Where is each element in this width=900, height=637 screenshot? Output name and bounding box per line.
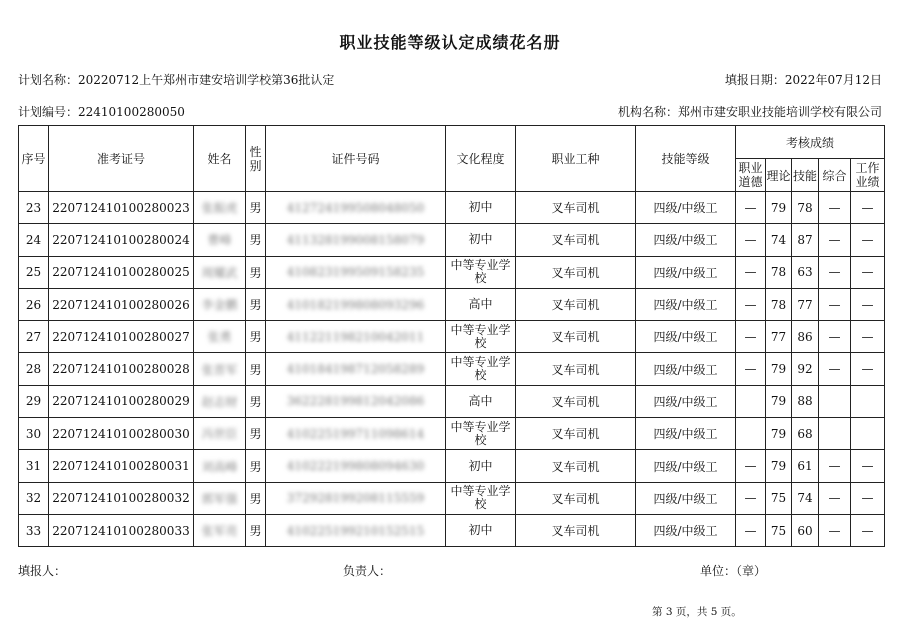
cell-ethics: — xyxy=(736,256,766,288)
header-ethics: 职业道德 xyxy=(736,159,766,192)
cell-work-performance: — xyxy=(851,288,885,320)
cell-ethics: — xyxy=(736,321,766,353)
table-row xyxy=(19,385,885,417)
cell-name: 张振虎 xyxy=(194,192,246,224)
cell-education: 初中 xyxy=(446,514,516,546)
cell-occupation: 叉车司机 xyxy=(516,288,636,320)
cell-exam-no: 220712410100280025 xyxy=(49,256,194,288)
cell-gender: 男 xyxy=(246,321,266,353)
cell-exam-no: 220712410100280030 xyxy=(49,418,194,450)
cell-ethics: — xyxy=(736,224,766,256)
cell-seq: 24 xyxy=(19,224,49,256)
cell-id-no: 410823199509158235 xyxy=(266,256,446,288)
header-gender: 性别 xyxy=(246,126,266,192)
cell-exam-no: 220712410100280027 xyxy=(49,321,194,353)
cell-comprehensive xyxy=(819,385,851,417)
cell-theory: 74 xyxy=(766,224,792,256)
page-number: 第 3 页，共 5 页。 xyxy=(652,606,742,618)
cell-comprehensive: — xyxy=(819,288,851,320)
cell-skill: 88 xyxy=(792,385,819,417)
cell-occupation: 叉车司机 xyxy=(516,450,636,482)
cell-name: 张军亮 xyxy=(194,514,246,546)
cell-id-no: 410225199210152515 xyxy=(266,514,446,546)
cell-ethics xyxy=(736,418,766,450)
cell-gender: 男 xyxy=(246,450,266,482)
cell-level: 四级/中级工 xyxy=(636,385,736,417)
cell-name: 张勇 xyxy=(194,321,246,353)
cell-education: 中等专业学校 xyxy=(446,482,516,514)
cell-skill: 92 xyxy=(792,353,819,385)
cell-skill: 78 xyxy=(792,192,819,224)
table-row xyxy=(19,514,885,546)
cell-seq: 31 xyxy=(19,450,49,482)
cell-ethics: — xyxy=(736,514,766,546)
cell-skill: 77 xyxy=(792,288,819,320)
cell-skill: 61 xyxy=(792,450,819,482)
header-exam-no: 准考证号 xyxy=(49,126,194,192)
cell-exam-no: 220712410100280029 xyxy=(49,385,194,417)
cell-name: 周耀武 xyxy=(194,256,246,288)
cell-gender: 男 xyxy=(246,288,266,320)
cell-level: 四级/中级工 xyxy=(636,418,736,450)
header-id-no: 证件号码 xyxy=(266,126,446,192)
cell-education: 中等专业学校 xyxy=(446,418,516,450)
table-row xyxy=(19,288,885,320)
cell-occupation: 叉车司机 xyxy=(516,482,636,514)
cell-gender: 男 xyxy=(246,418,266,450)
cell-exam-no: 220712410100280023 xyxy=(49,192,194,224)
cell-gender: 男 xyxy=(246,192,266,224)
cell-comprehensive: — xyxy=(819,482,851,514)
cell-level: 四级/中级工 xyxy=(636,514,736,546)
cell-work-performance: — xyxy=(851,192,885,224)
cell-work-performance: — xyxy=(851,321,885,353)
cell-level: 四级/中级工 xyxy=(636,450,736,482)
cell-name: 郭军强 xyxy=(194,482,246,514)
cell-ethics xyxy=(736,385,766,417)
cell-exam-no: 220712410100280028 xyxy=(49,353,194,385)
cell-level: 四级/中级工 xyxy=(636,321,736,353)
filler-label: 填报人： xyxy=(18,564,67,578)
cell-id-no: 411328199008158079 xyxy=(266,224,446,256)
cell-exam-no: 220712410100280032 xyxy=(49,482,194,514)
cell-seq: 26 xyxy=(19,288,49,320)
header-level: 技能等级 xyxy=(636,126,736,192)
cell-skill: 74 xyxy=(792,482,819,514)
table-row xyxy=(19,418,885,450)
cell-work-performance: — xyxy=(851,482,885,514)
cell-id-no: 410222199808094630 xyxy=(266,450,446,482)
header-education: 文化程度 xyxy=(446,126,516,192)
cell-education: 中等专业学校 xyxy=(446,353,516,385)
fill-date: 填报日期：2022年07月12日 xyxy=(724,73,882,87)
cell-education: 高中 xyxy=(446,288,516,320)
header-skill: 技能 xyxy=(792,159,819,192)
table-row xyxy=(19,256,885,288)
header-work-performance: 工作业绩 xyxy=(851,159,885,192)
cell-skill: 63 xyxy=(792,256,819,288)
plan-number: 计划编号：22410100280050 xyxy=(18,105,185,119)
header-occupation: 职业工种 xyxy=(516,126,636,192)
cell-name: 赵志财 xyxy=(194,385,246,417)
cell-seq: 23 xyxy=(19,192,49,224)
cell-name: 张晋军 xyxy=(194,353,246,385)
cell-occupation: 叉车司机 xyxy=(516,418,636,450)
table-row xyxy=(19,321,885,353)
cell-work-performance xyxy=(851,418,885,450)
cell-name: 曹峰 xyxy=(194,224,246,256)
organization-name: 机构名称：郑州市建安职业技能培训学校有限公司 xyxy=(617,105,882,119)
cell-occupation: 叉车司机 xyxy=(516,353,636,385)
cell-id-no: 410225199711098614 xyxy=(266,418,446,450)
cell-theory: 79 xyxy=(766,192,792,224)
cell-ethics: — xyxy=(736,192,766,224)
cell-comprehensive: — xyxy=(819,514,851,546)
cell-work-performance: — xyxy=(851,224,885,256)
header-scores: 考核成绩 xyxy=(736,126,885,159)
cell-level: 四级/中级工 xyxy=(636,353,736,385)
cell-occupation: 叉车司机 xyxy=(516,192,636,224)
cell-theory: 78 xyxy=(766,256,792,288)
cell-skill: 86 xyxy=(792,321,819,353)
cell-gender: 男 xyxy=(246,482,266,514)
cell-comprehensive: — xyxy=(819,224,851,256)
cell-level: 四级/中级工 xyxy=(636,224,736,256)
cell-seq: 30 xyxy=(19,418,49,450)
cell-occupation: 叉车司机 xyxy=(516,224,636,256)
table-row xyxy=(19,353,885,385)
cell-education: 初中 xyxy=(446,450,516,482)
cell-ethics: — xyxy=(736,482,766,514)
header-theory: 理论 xyxy=(766,159,792,192)
cell-seq: 27 xyxy=(19,321,49,353)
cell-gender: 男 xyxy=(246,256,266,288)
cell-theory: 79 xyxy=(766,353,792,385)
header-seq: 序号 xyxy=(19,126,49,192)
cell-seq: 25 xyxy=(19,256,49,288)
cell-seq: 32 xyxy=(19,482,49,514)
cell-comprehensive: — xyxy=(819,321,851,353)
cell-seq: 28 xyxy=(19,353,49,385)
cell-comprehensive: — xyxy=(819,192,851,224)
cell-comprehensive xyxy=(819,418,851,450)
cell-occupation: 叉车司机 xyxy=(516,321,636,353)
cell-seq: 29 xyxy=(19,385,49,417)
unit-label: 单位：（章） xyxy=(700,564,767,578)
cell-education: 初中 xyxy=(446,224,516,256)
table-row xyxy=(19,192,885,224)
cell-occupation: 叉车司机 xyxy=(516,514,636,546)
cell-level: 四级/中级工 xyxy=(636,482,736,514)
header-comprehensive: 综合 xyxy=(819,159,851,192)
cell-theory: 78 xyxy=(766,288,792,320)
cell-ethics: — xyxy=(736,450,766,482)
cell-id-no: 362228199812042086 xyxy=(266,385,446,417)
cell-exam-no: 220712410100280026 xyxy=(49,288,194,320)
cell-gender: 男 xyxy=(246,514,266,546)
plan-name: 计划名称：20220712上午郑州市建安培训学校第36批认定 xyxy=(18,73,335,87)
cell-level: 四级/中级工 xyxy=(636,192,736,224)
cell-exam-no: 220712410100280033 xyxy=(49,514,194,546)
responsible-label: 负责人： xyxy=(343,564,392,578)
cell-theory: 79 xyxy=(766,450,792,482)
score-table xyxy=(18,125,885,547)
cell-id-no: 372928199208115559 xyxy=(266,482,446,514)
cell-exam-no: 220712410100280024 xyxy=(49,224,194,256)
cell-education: 初中 xyxy=(446,192,516,224)
cell-work-performance: — xyxy=(851,353,885,385)
cell-gender: 男 xyxy=(246,353,266,385)
cell-theory: 79 xyxy=(766,418,792,450)
cell-id-no: 410182199808093296 xyxy=(266,288,446,320)
cell-occupation: 叉车司机 xyxy=(516,385,636,417)
cell-education: 中等专业学校 xyxy=(446,256,516,288)
cell-comprehensive: — xyxy=(819,256,851,288)
cell-work-performance: — xyxy=(851,256,885,288)
cell-name: 刘高峰 xyxy=(194,450,246,482)
cell-level: 四级/中级工 xyxy=(636,256,736,288)
cell-gender: 男 xyxy=(246,224,266,256)
cell-seq: 33 xyxy=(19,514,49,546)
cell-id-no: 412724199508048050 xyxy=(266,192,446,224)
cell-level: 四级/中级工 xyxy=(636,288,736,320)
cell-exam-no: 220712410100280031 xyxy=(49,450,194,482)
cell-skill: 87 xyxy=(792,224,819,256)
cell-occupation: 叉车司机 xyxy=(516,256,636,288)
cell-theory: 77 xyxy=(766,321,792,353)
cell-id-no: 410184198712058289 xyxy=(266,353,446,385)
cell-gender: 男 xyxy=(246,385,266,417)
cell-theory: 79 xyxy=(766,385,792,417)
page-title: 职业技能等级认定成绩花名册 xyxy=(339,33,561,52)
cell-skill: 68 xyxy=(792,418,819,450)
cell-name: 李金鹏 xyxy=(194,288,246,320)
cell-skill: 60 xyxy=(792,514,819,546)
cell-work-performance: — xyxy=(851,450,885,482)
cell-work-performance xyxy=(851,385,885,417)
cell-ethics: — xyxy=(736,353,766,385)
cell-theory: 75 xyxy=(766,514,792,546)
table-row xyxy=(19,450,885,482)
cell-theory: 75 xyxy=(766,482,792,514)
cell-id-no: 411221198210042011 xyxy=(266,321,446,353)
header-name: 姓名 xyxy=(194,126,246,192)
table-row xyxy=(19,224,885,256)
table-row xyxy=(19,482,885,514)
cell-comprehensive: — xyxy=(819,450,851,482)
cell-name: 冯世臣 xyxy=(194,418,246,450)
cell-education: 中等专业学校 xyxy=(446,321,516,353)
table-body xyxy=(19,192,885,547)
cell-ethics: — xyxy=(736,288,766,320)
cell-work-performance: — xyxy=(851,514,885,546)
cell-education: 高中 xyxy=(446,385,516,417)
cell-comprehensive: — xyxy=(819,353,851,385)
